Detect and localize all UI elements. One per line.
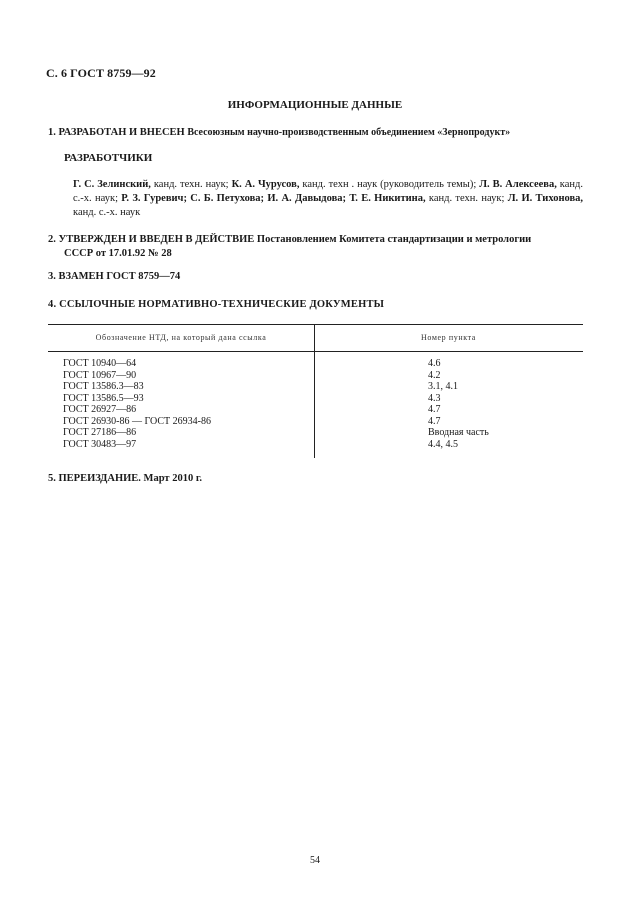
page-header: С. 6 ГОСТ 8759—92 [46,66,156,80]
author-name: Л. В. Алексеева, [479,179,557,190]
author-title: канд. с.-х. наук [73,207,141,218]
table-row [48,381,583,393]
table-top-rule [48,324,583,325]
author-title: канд. с.-х. наук; [73,179,583,204]
author-name: Г. С. Зелинский, [73,179,151,190]
developers-heading: РАЗРАБОТЧИКИ [64,152,153,164]
author-title: канд. техн. наук; [150,179,232,190]
table-cell-designation: ГОСТ 26927—86 [63,404,137,415]
table-cell-designation: ГОСТ 27186—86 [63,427,137,438]
author-name: К. А. Чурусов, [231,179,300,190]
section-5-text: 5. ПЕРЕИЗДАНИЕ. Март 2010 г. [48,473,203,484]
section-3 [48,270,180,284]
section-1-text: Всесоюзным научно-производственным объединением «Зернопродукт» [187,127,511,138]
table-row [48,439,583,451]
section-5 [48,472,202,486]
table-cell-clause: 4.2 [428,369,441,381]
author-title: канд. техн . наук (руководитель темы); [299,179,480,190]
table-row [48,404,583,416]
section-2 [48,233,588,261]
document-title: ИНФОРМАЦИОННЫЕ ДАННЫЕ [227,99,403,111]
table-cell-clause: 4.6 [428,358,441,369]
table-row [48,416,583,428]
section-1-label: 1. РАЗРАБОТАН И ВНЕСЕН [48,127,185,138]
section-2-line2: СССР от 17.01.92 № 28 [64,248,172,259]
table-cell-designation: ГОСТ 13586.3—83 [63,381,144,392]
page-number: 54 [310,855,320,866]
table-cell-clause: 4.3 [428,392,441,404]
table-header-designation: Обозначение НТД, на который дана ссылка [95,333,267,342]
table-row [48,393,583,405]
author-title: канд. техн. наук; [425,193,508,204]
section-3-text: 3. ВЗАМЕН ГОСТ 8759—74 [48,271,181,282]
section-4-text: 4. ССЫЛОЧНЫЕ НОРМАТИВНО-ТЕХНИЧЕСКИЕ ДОКУМЕНТЫ [48,299,385,310]
table-cell-designation: ГОСТ 13586.5—93 [63,392,144,404]
table-header-rule [48,351,583,352]
table-cell-designation: ГОСТ 26930-86 — ГОСТ 26934-86 [63,415,211,427]
authors-list [73,178,583,220]
section-1 [48,126,608,140]
section-2-text: Постановлением Комитета стандартизации и метрологии [256,234,532,245]
table-cell-designation: ГОСТ 10967—90 [63,369,137,381]
table-cell-designation: ГОСТ 10940—64 [63,358,137,369]
table-cell-clause: 4.7 [428,415,441,427]
author-name: Л. И. Тихонова, [507,193,584,204]
author-name: Р. З. Гуревич; С. Б. Петухова; И. А. Давыдова; Т. Е. Никитина, [121,193,426,204]
table-row [48,427,583,439]
table-row [48,358,583,370]
table-cell-clause: 4.4, 4.5 [428,438,458,450]
section-4 [48,298,384,312]
table-row [48,370,583,382]
table-cell-clause: 4.7 [428,404,441,415]
reference-table [48,324,583,458]
table-cell-designation: ГОСТ 30483—97 [63,438,137,450]
section-2-label: 2. УТВЕРЖДЕН И ВВЕДЕН В ДЕЙСТВИЕ [48,234,255,245]
table-body [48,358,583,450]
table-cell-clause: Вводная часть [428,427,489,438]
table-cell-clause: 3.1, 4.1 [428,381,458,392]
table-header-clause: Номер пункта [421,333,476,342]
